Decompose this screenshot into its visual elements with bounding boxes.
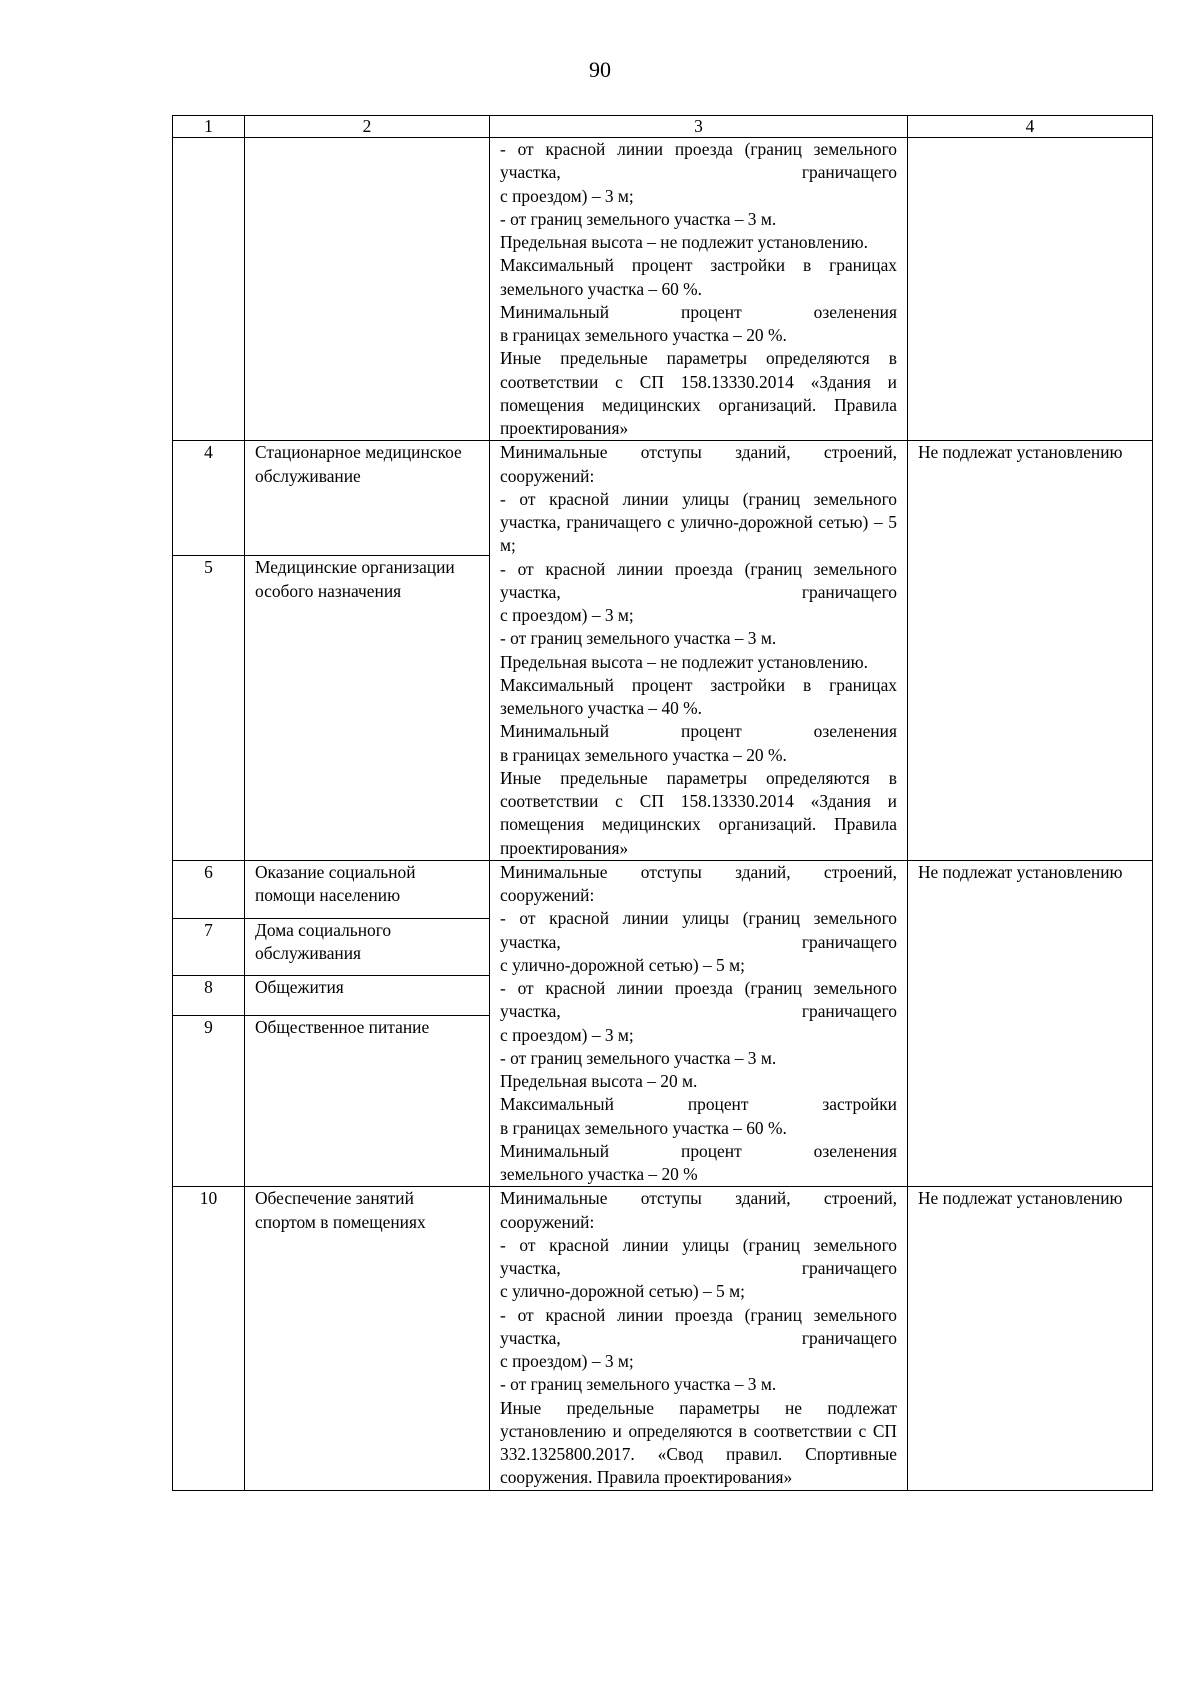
param-line: с проездом) – 3 м;: [500, 605, 634, 625]
param-line: Предельная высота – не подлежит установлению.: [500, 232, 868, 252]
page-number: 90: [589, 57, 611, 82]
table-row-continuation: [173, 138, 1153, 441]
param-line: Максимальный процент застройки в границах земельного участка – 40 %.: [500, 674, 897, 718]
parameters-cell: [490, 860, 908, 1187]
row-number: 7: [173, 918, 245, 975]
row-number: 10: [173, 1187, 245, 1490]
use-name: Оказание социальной помощи населению: [245, 860, 490, 918]
use-name-cell: [245, 138, 490, 441]
column-header-3: 3: [490, 116, 908, 138]
use-name: Медицинские организации особого назначения: [245, 556, 490, 861]
param-line: - от границ земельного участка – 3 м.: [500, 1047, 777, 1068]
param-line: с улично-дорожной сетью) – 5 м;: [500, 1281, 745, 1302]
row-number: 4: [173, 441, 245, 556]
row-number: 9: [173, 1015, 245, 1187]
param-line: - от красной линии улицы (границ земельного участка, граничащего: [500, 1234, 897, 1278]
param-line: - от границ земельного участка – 3 м.: [500, 1374, 777, 1395]
param-line: Предельная высота – не подлежит установлению.: [500, 651, 868, 672]
param-line: с проездом) – 3 м;: [500, 185, 634, 206]
param-line: - от красной линии проезда (границ земельного участка, граничащего: [500, 558, 897, 602]
param-line: Иные предельные параметры определяются в соответствии с СП 158.13330.2014 «Здания и помещения медицинских организаций. Правила проектирования»: [500, 767, 897, 858]
parameters-cell: [490, 138, 908, 441]
param-line: Максимальный процент застройки: [500, 1094, 897, 1115]
param-line: Предельная высота – 20 м.: [500, 1071, 698, 1091]
regulations-table: [172, 115, 1153, 1491]
use-name: Обеспечение занятий спортом в помещениях: [245, 1187, 490, 1490]
param-line: - от границ земельного участка – 3 м.: [500, 628, 777, 649]
param-line: - от красной линии улицы (границ земельного участка, граничащего: [500, 908, 897, 952]
row-number: 5: [173, 556, 245, 861]
parameters-cell: [490, 441, 908, 861]
param-line: Минимальный процент озеленения: [500, 1140, 897, 1161]
param-line: с проездом) – 3 м;: [500, 1024, 634, 1045]
param-line: Минимальные отступы зданий, строений, сооружений:: [500, 861, 897, 905]
row-number-cell: [173, 138, 245, 441]
param-line: Иные предельные параметры не подлежат установлению и определяются в соответствии с СП 332.1325800.2017. «Свод правил. Спортивные сооружения. Правила проектирования»: [500, 1397, 897, 1488]
table-row: [173, 441, 1153, 556]
header-row: [173, 116, 1153, 138]
row-number: 6: [173, 860, 245, 918]
param-line: - от красной линии проезда (границ земельного участка, граничащего: [500, 139, 897, 183]
param-line: с улично-дорожной сетью) – 5 м;: [500, 954, 745, 975]
param-line: - от красной линии проезда (границ земельного участка, граничащего: [500, 1304, 897, 1348]
column-header-4: 4: [908, 116, 1153, 138]
use-name: Стационарное медицинское обслуживание: [245, 441, 490, 556]
param-line: - от красной линии проезда (границ земельного участка, граничащего: [500, 978, 897, 1022]
param-line: с проездом) – 3 м;: [500, 1351, 634, 1371]
use-name: Общественное питание: [245, 1015, 490, 1187]
limits-cell: Не подлежат установлению: [908, 441, 1153, 861]
param-line: Минимальный процент озеленения: [500, 301, 897, 322]
limits-cell: Не подлежат установлению: [908, 1187, 1153, 1490]
param-line: земельного участка – 20 %: [500, 1164, 698, 1184]
param-line: - от красной линии улицы (границ земельного участка, граничащего с улично-дорожной сетью) – 5 м;: [500, 488, 897, 556]
limits-cell: [908, 138, 1153, 441]
param-line: - от границ земельного участка – 3 м.: [500, 208, 777, 229]
param-line: Минимальные отступы зданий, строений, сооружений:: [500, 1188, 897, 1232]
param-line: Иные предельные параметры определяются в соответствии с СП 158.13330.2014 «Здания и помещения медицинских организаций. Правила проектирования»: [500, 348, 897, 438]
use-name: Дома социального обслуживания: [245, 918, 490, 975]
row-number: 8: [173, 975, 245, 1015]
param-line: в границах земельного участка – 60 %.: [500, 1117, 787, 1138]
param-line: в границах земельного участка – 20 %.: [500, 325, 787, 345]
param-line: Минимальный процент озеленения: [500, 721, 897, 742]
param-line: в границах земельного участка – 20 %.: [500, 744, 787, 765]
param-line: Максимальный процент застройки в границах земельного участка – 60 %.: [500, 255, 897, 299]
parameters-cell: [490, 1187, 908, 1490]
column-header-1: 1: [173, 116, 245, 138]
column-header-2: 2: [245, 116, 490, 138]
limits-cell: Не подлежат установлению: [908, 860, 1153, 1187]
table-row: [173, 1187, 1153, 1490]
use-name: Общежития: [245, 975, 490, 1015]
param-line: Минимальные отступы зданий, строений, сооружений:: [500, 442, 897, 486]
table-row: [173, 860, 1153, 918]
